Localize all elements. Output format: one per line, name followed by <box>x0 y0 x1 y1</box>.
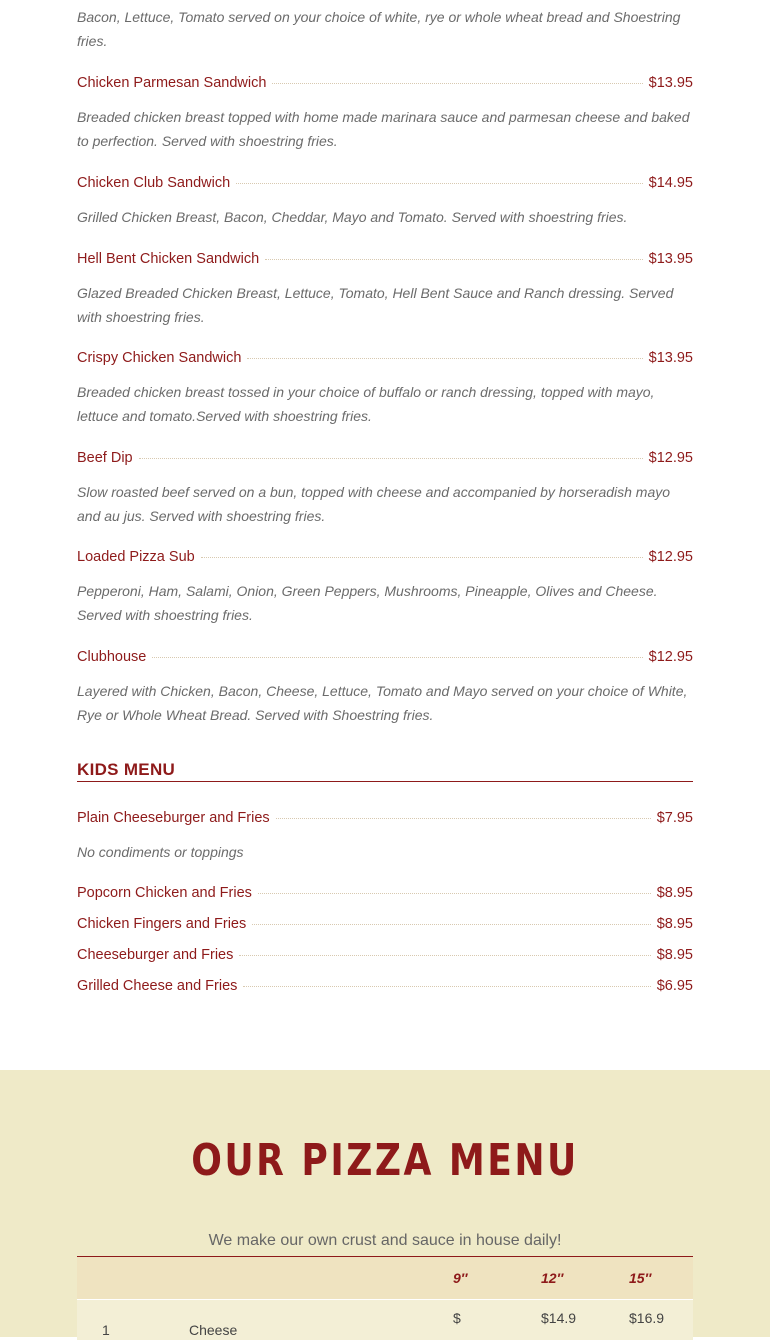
menu-item-row <box>77 450 693 472</box>
menu-item-row <box>77 649 693 671</box>
dotted-leader <box>272 83 642 84</box>
menu-item-price: $12.95 <box>648 649 693 665</box>
menu-item-price: $8.95 <box>656 947 693 963</box>
item-description: Glazed Breaded Chicken Breast, Lettuce, Tomato, Hell Bent Sauce and Ranch dressing. Served with shoestring fries. <box>77 285 674 325</box>
dotted-leader <box>152 657 642 658</box>
item-description: Slow roasted beef served on a bun, topped with cheese and accompanied by horseradish mayo and au jus. Served with shoestring fries. <box>77 484 671 524</box>
pizza-menu-title: OUR PIZZA MENU <box>191 1135 579 1186</box>
item-description: Layered with Chicken, Bacon, Cheese, Lettuce, Tomato and Mayo served on your choice of White, Rye or Whole Wheat Bread. Served with Shoestring fries. <box>77 683 688 723</box>
menu-item-price: $13.95 <box>648 75 693 91</box>
menu-item-row <box>77 75 693 97</box>
dotted-leader <box>258 893 651 894</box>
item-description: Bacon, Lettuce, Tomato served on your choice of white, rye or whole wheat bread and Shoestring fries. <box>77 9 681 49</box>
menu-item <box>77 251 693 329</box>
menu-item-row <box>77 885 693 907</box>
menu-item-name: Loaded Pizza Sub <box>77 549 195 565</box>
dotted-leader <box>276 818 651 819</box>
menu-item-price: $8.95 <box>656 916 693 932</box>
table-header-row <box>77 1257 693 1300</box>
menu-item-price: $7.95 <box>656 810 693 826</box>
price-15: $16.9 <box>629 1310 665 1326</box>
menu-item-price: $6.95 <box>656 978 693 994</box>
menu-item-row <box>77 978 693 1000</box>
menu-item-price: $14.95 <box>648 175 693 191</box>
menu-item-name: Beef Dip <box>77 450 133 466</box>
menu-item-name: Clubhouse <box>77 649 147 665</box>
dotted-leader <box>201 557 643 558</box>
pizza-name: Cheese <box>189 1322 238 1338</box>
menu-item-row <box>77 175 693 197</box>
menu-item-row <box>77 947 693 969</box>
menu-item-name: Chicken Club Sandwich <box>77 175 231 191</box>
menu-item-name: Plain Cheeseburger and Fries <box>77 810 270 826</box>
menu-item <box>77 350 693 428</box>
menu-item <box>77 916 693 938</box>
menu-item-name: Cheeseburger and Fries <box>77 947 234 963</box>
dotted-leader <box>239 955 650 956</box>
menu-item <box>77 885 693 907</box>
column-header-12: 12″ <box>541 1270 564 1286</box>
menu-item-name: Chicken Parmesan Sandwich <box>77 75 267 91</box>
dotted-leader <box>236 183 643 184</box>
dotted-leader <box>243 986 650 987</box>
menu-item <box>77 175 693 229</box>
menu-item-price: $12.95 <box>648 549 693 565</box>
menu-item-name: Popcorn Chicken and Fries <box>77 885 252 901</box>
dotted-leader <box>139 458 643 459</box>
price-12: $14.9 <box>541 1310 577 1326</box>
table-row <box>77 1300 693 1340</box>
menu-item-price: $13.95 <box>648 350 693 366</box>
kids-menu-heading: KIDS MENU <box>77 760 693 782</box>
dotted-leader <box>247 358 642 359</box>
menu-item-name: Grilled Cheese and Fries <box>77 978 238 994</box>
menu-item <box>77 947 693 969</box>
menu-item-row <box>77 350 693 372</box>
menu-item-price: $8.95 <box>656 885 693 901</box>
menu-item <box>77 549 693 627</box>
pizza-number: 1 <box>102 1322 110 1338</box>
column-header-15: 15″ <box>629 1270 652 1286</box>
item-description: Pepperoni, Ham, Salami, Onion, Green Peppers, Mushrooms, Pineapple, Olives and Cheese. Served with shoestring fries. <box>77 583 658 623</box>
menu-item-price: $12.95 <box>648 450 693 466</box>
menu-item-name: Hell Bent Chicken Sandwich <box>77 251 260 267</box>
menu-item-row <box>77 810 693 832</box>
menu-item <box>77 75 693 153</box>
menu-item <box>77 450 693 528</box>
dotted-leader <box>252 924 650 925</box>
menu-item <box>77 649 693 727</box>
price-9: $ <box>453 1310 461 1326</box>
item-description: Breaded chicken breast tossed in your choice of buffalo or ranch dressing, topped with mayo, lettuce and tomato.Served with shoestring fries. <box>77 384 655 424</box>
menu-item <box>77 810 693 864</box>
menu-item-row <box>77 251 693 273</box>
dotted-leader <box>265 259 642 260</box>
menu-item-price: $13.95 <box>648 251 693 267</box>
menu-item-name: Crispy Chicken Sandwich <box>77 350 242 366</box>
item-description: Grilled Chicken Breast, Bacon, Cheddar, Mayo and Tomato. Served with shoestring fries. <box>77 209 628 225</box>
menu-item-name: Chicken Fingers and Fries <box>77 916 247 932</box>
menu-item-row <box>77 549 693 571</box>
item-description: No condiments or toppings <box>77 844 244 860</box>
pizza-price-table <box>77 1256 693 1340</box>
pizza-menu-subtitle: We make our own crust and sauce in house daily! <box>208 1232 562 1249</box>
column-header-9: 9″ <box>453 1270 468 1286</box>
menu-item <box>77 978 693 1000</box>
menu-item-row <box>77 916 693 938</box>
item-description: Breaded chicken breast topped with home made marinara sauce and parmesan cheese and baked to perfection. Served with shoestring fries. <box>77 109 690 149</box>
